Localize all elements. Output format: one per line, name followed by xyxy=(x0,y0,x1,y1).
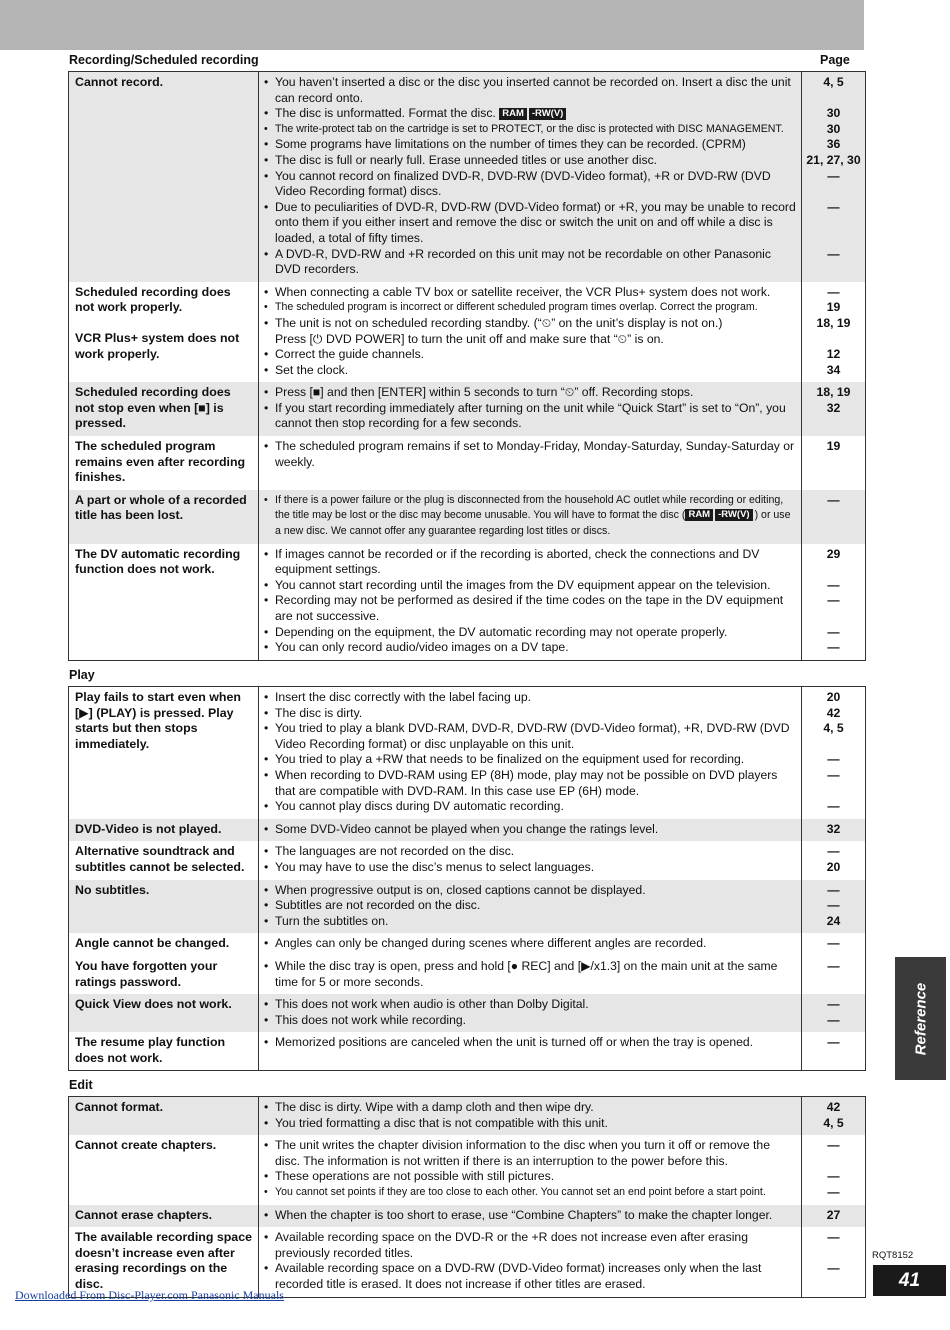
page-ref: 20 xyxy=(826,690,841,704)
symptom-text: You have forgotten your ratings password. xyxy=(75,958,218,989)
page-ref: — xyxy=(827,936,840,951)
page-ref: 12 xyxy=(826,347,841,362)
disc-type-tag: RAM xyxy=(685,509,713,521)
cause-item xyxy=(264,593,796,624)
page-ref-cell xyxy=(802,1097,866,1136)
table-row xyxy=(69,436,866,490)
page-ref-cell xyxy=(802,544,866,661)
symptom-text: Cannot record. xyxy=(75,75,164,89)
symptom-text: Cannot erase chapters. xyxy=(75,1207,213,1222)
page-ref-spacer xyxy=(804,184,863,200)
cause-text: Insert the disc correctly with the label facing up. xyxy=(275,690,532,704)
symptom-text: The available recording space doesn’t increase even after erasing recordings on the disc. xyxy=(75,1230,252,1291)
page-ref-spacer xyxy=(804,215,863,231)
page-ref: — xyxy=(827,640,840,655)
cause-text: You cannot play discs during DV automatic recording. xyxy=(275,799,564,814)
cause-text: The scheduled program is incorrect or different scheduled program times overlap. Correct the program. xyxy=(275,301,758,314)
page-ref: 4, 5 xyxy=(823,75,844,89)
cause-item xyxy=(264,1035,796,1051)
table-row xyxy=(69,1227,866,1297)
page-ref-cell xyxy=(802,382,866,436)
cause-text: The unit is not on scheduled recording standby. (“⏲” on the unit’s display is not on.) xyxy=(275,315,723,330)
symptom-cell xyxy=(69,1205,259,1228)
page-ref: — xyxy=(827,246,840,261)
symptom-text: VCR Plus+ system does not work properly. xyxy=(75,330,240,361)
symptom-cell xyxy=(69,1032,259,1071)
cause-text: Available recording space on the DVD-R or the +R does not increase even after erasing previously recorded titles. xyxy=(275,1230,748,1260)
page-ref: — xyxy=(827,1184,840,1199)
cause-item xyxy=(264,347,796,363)
page-ref: 36 xyxy=(826,137,841,152)
page-column-header: Page xyxy=(820,53,850,67)
disc-type-tag: -RW(V) xyxy=(529,108,566,120)
symptom-cell xyxy=(69,382,259,436)
cause-item: • If there is a power failure or the plug is disconnected from the household AC outlet while recording or editing, the title may be lost or the disc may become unusable. You will have to format the disc ( RAM -RW(V) ) or use a new disc. We cannot offer any guarantee regarding lost titles or discs. xyxy=(264,493,796,540)
page-ref: 30 xyxy=(826,106,841,121)
cause-item xyxy=(264,547,796,578)
cause-text: If images cannot be recorded or if the recording is aborted, check the connections and DV equipment settings. xyxy=(275,546,760,577)
cause-item xyxy=(264,997,796,1013)
cause-item xyxy=(264,883,796,899)
page-ref-spacer xyxy=(804,609,863,625)
cause-item xyxy=(264,1185,796,1201)
symptom-text: The scheduled program remains even after recording finishes. xyxy=(75,439,246,485)
page-ref-cell xyxy=(802,1135,866,1204)
cause-text: The scheduled program remains if set to Monday-Friday, Monday-Saturday, Sunday-Saturday or weekly. xyxy=(275,439,795,469)
page-ref-cell xyxy=(802,933,866,956)
symptom-cell xyxy=(69,880,259,934)
page-ref-spacer xyxy=(804,1246,863,1262)
page-ref: 32 xyxy=(826,821,841,836)
cause-text: The disc is unformatted. Format the disc. xyxy=(275,106,496,121)
page-ref: — xyxy=(827,1230,840,1245)
cause-item xyxy=(264,690,796,706)
cause-text: The disc is dirty. xyxy=(275,705,363,720)
table-row xyxy=(69,880,866,934)
cause-item xyxy=(264,1100,796,1116)
causes-cell xyxy=(259,994,802,1032)
page-ref: — xyxy=(827,492,840,507)
page-ref: 27 xyxy=(826,1207,841,1222)
cause-item xyxy=(264,439,796,470)
cause-text: You haven’t inserted a disc or the disc you inserted cannot be recorded on. Insert a disc the unit can record onto. xyxy=(275,75,791,105)
reference-tab-label: Reference xyxy=(912,982,929,1055)
recording-troubleshooting-table xyxy=(68,71,866,661)
symptom-text: The DV automatic recording function does not work. xyxy=(75,546,241,577)
cause-text: You cannot set points if they are too close to each other. You cannot set an end point before a start point. xyxy=(275,1185,766,1198)
cause-item xyxy=(264,898,796,914)
page-ref: 32 xyxy=(826,400,841,415)
page-ref: 4, 5 xyxy=(823,721,844,736)
page-ref: 29 xyxy=(826,546,841,561)
cause-item xyxy=(264,200,796,247)
table-row xyxy=(69,933,866,956)
causes-cell xyxy=(259,1097,802,1136)
cause-item xyxy=(264,1169,796,1185)
cause-item xyxy=(264,822,796,838)
cause-item xyxy=(264,137,796,153)
page-ref: — xyxy=(827,898,840,913)
page-ref: 42 xyxy=(826,705,841,720)
cause-text: Subtitles are not recorded on the disc. xyxy=(275,898,481,913)
cause-item xyxy=(264,706,796,722)
symptom-text: Scheduled recording does not stop even when [■] is pressed. xyxy=(75,385,231,431)
cause-item xyxy=(264,640,796,656)
page-ref-spacer xyxy=(804,737,863,753)
causes-cell xyxy=(259,819,802,842)
cause-item xyxy=(264,1013,796,1029)
cause-item xyxy=(264,752,796,768)
cause-item xyxy=(264,247,796,278)
symptom-cell xyxy=(69,819,259,842)
cause-continuation: Press [⏻ DVD POWER] to turn the unit off and make sure that “⏲” is on. xyxy=(275,331,664,346)
cause-text: You tried to play a +RW that needs to be finalized on the equipment used for recording. xyxy=(275,752,745,767)
cause-text: If you start recording immediately after turning on the unit while “Quick Start” is set to “On”, you cannot then stop recording for a few seconds. xyxy=(275,400,786,431)
symptom-cell xyxy=(69,933,259,956)
footer-download-link[interactable]: Downloaded From Disc-Player.com Panasonic Manuals xyxy=(15,1288,284,1302)
table-row xyxy=(69,819,866,842)
cause-item xyxy=(264,799,796,815)
table-row xyxy=(69,1205,866,1228)
cause-text: You may have to use the disc’s menus to select languages. xyxy=(275,859,595,874)
cause-item xyxy=(264,169,796,200)
symptom-text: DVD-Video is not played. xyxy=(75,821,222,836)
cause-text: Some DVD-Video cannot be played when you change the ratings level. xyxy=(275,821,659,836)
causes-cell xyxy=(259,1227,802,1297)
page-ref: — xyxy=(827,1035,840,1050)
symptom-cell xyxy=(69,436,259,490)
symptom-text: Quick View does not work. xyxy=(75,997,232,1012)
cause-item xyxy=(264,1208,796,1224)
page-number: 41 xyxy=(873,1265,946,1296)
symptom-cell xyxy=(69,1097,259,1136)
cause-item xyxy=(264,122,796,138)
page-ref: 19 xyxy=(826,300,841,315)
page-ref: 20 xyxy=(826,859,841,874)
cause-text: Set the clock. xyxy=(275,362,349,377)
table-row xyxy=(69,490,866,544)
page-ref-spacer xyxy=(804,332,863,348)
page-ref: — xyxy=(827,1138,840,1153)
causes-cell xyxy=(259,841,802,879)
cause-item xyxy=(264,578,796,594)
header-bar xyxy=(0,0,864,50)
cause-text: If there is a power failure or the plug is disconnected from the household AC outlet while recording or editing, the title may be lost or the disc may become unusable. You will have to format the disc xyxy=(275,493,784,522)
cause-item xyxy=(264,106,796,122)
page-ref-cell xyxy=(802,72,866,282)
page-ref: 21, 27, 30 xyxy=(806,152,861,167)
causes-cell xyxy=(259,1135,802,1204)
cause-item xyxy=(264,625,796,641)
page-ref: — xyxy=(827,958,840,973)
cause-text: The disc is dirty. Wipe with a damp cloth and then wipe dry. xyxy=(275,1100,594,1114)
page-ref: 34 xyxy=(826,362,841,377)
page-ref: — xyxy=(827,882,840,897)
cause-text: Some programs have limitations on the number of times they can be recorded. (CPRM) xyxy=(275,137,746,152)
causes-cell xyxy=(259,880,802,934)
page-ref-cell xyxy=(802,956,866,994)
cause-text: The disc is full or nearly full. Erase unneeded titles or use another disc. xyxy=(275,152,658,167)
table-row xyxy=(69,544,866,661)
causes-cell xyxy=(259,282,802,383)
page-ref: — xyxy=(827,844,840,859)
page-ref: — xyxy=(827,284,840,299)
symptom-cell xyxy=(69,1227,259,1297)
cause-text: When recording to DVD-RAM using EP (8H) mode, play may not be possible on DVD players that are compatible with DVD-RAM. In this case use EP (6H) mode. xyxy=(275,767,778,798)
table-row xyxy=(69,1097,866,1136)
cause-text: Press [■] and then [ENTER] within 5 seconds to turn “⏲” off. Recording stops. xyxy=(275,385,694,400)
symptom-cell xyxy=(69,956,259,994)
page-ref-cell xyxy=(802,1227,866,1297)
symptom-cell xyxy=(69,490,259,544)
cause-text: Depending on the equipment, the DV automatic recording may not operate properly. xyxy=(275,624,728,639)
page-ref: — xyxy=(827,624,840,639)
table-row xyxy=(69,1032,866,1071)
cause-text: The languages are not recorded on the disc. xyxy=(275,844,515,859)
table-row xyxy=(69,282,866,383)
page-ref: 24 xyxy=(826,913,841,928)
cause-text: ) or use a new disc. We cannot offer any guarantee regarding lost titles or discs. xyxy=(275,509,791,538)
cause-item xyxy=(264,860,796,876)
page-ref: 4, 5 xyxy=(823,1115,844,1130)
causes-cell xyxy=(259,687,802,819)
page-ref-cell xyxy=(802,994,866,1032)
page-ref-cell xyxy=(802,880,866,934)
cause-item xyxy=(264,1138,796,1169)
cause-item xyxy=(264,300,796,316)
causes-cell xyxy=(259,1032,802,1071)
section-title-edit: Edit xyxy=(69,1078,93,1092)
table-row xyxy=(69,994,866,1032)
symptom-cell xyxy=(69,282,259,383)
symptom-cell xyxy=(69,1135,259,1204)
symptom-cell xyxy=(69,841,259,879)
cause-item xyxy=(264,768,796,799)
table-row xyxy=(69,687,866,819)
symptom-cell xyxy=(69,72,259,282)
cause-item xyxy=(264,914,796,930)
causes-cell xyxy=(259,436,802,490)
cause-text: The unit writes the chapter division information to the disc when you turn it off or remove the disc. The information is not written if there is an interruption to the power before this. xyxy=(275,1138,770,1168)
cause-text: You can only record audio/video images on a DV tape. xyxy=(275,640,569,655)
page-ref-cell xyxy=(802,1032,866,1071)
cause-text: Available recording space on a DVD-RW (DVD-Video format) increases only when the last recorded title is erased. It does not increase if other titles are erased. xyxy=(275,1261,762,1291)
cause-text: A DVD-R, DVD-RW and +R recorded on this unit may not be recordable on other Panasonic DVD recorders. xyxy=(275,246,771,277)
disc-type-tag: -RW(V) xyxy=(715,509,752,521)
page-ref: 19 xyxy=(826,439,841,454)
cause-item xyxy=(264,385,796,401)
cause-text: This does not work when audio is other than Dolby Digital. xyxy=(275,997,589,1012)
symptom-text: The resume play function does not work. xyxy=(75,1035,226,1065)
page-ref: — xyxy=(827,1169,840,1184)
symptom-text: Scheduled recording does not work properly. xyxy=(75,284,231,315)
causes-cell xyxy=(259,544,802,661)
cause-text: This does not work while recording. xyxy=(275,1012,467,1027)
symptom-text: Cannot format. xyxy=(75,1100,164,1114)
page-ref: — xyxy=(827,593,840,608)
table-row xyxy=(69,841,866,879)
page-ref: 18, 19 xyxy=(816,315,851,330)
page-ref-spacer xyxy=(804,562,863,578)
cause-item xyxy=(264,936,796,952)
symptom-text: Alternative soundtrack and subtitles cannot be selected. xyxy=(75,844,245,874)
cause-text: While the disc tray is open, press and hold [● REC] and [▶/x1.3] on the main unit at the same time for 5 or more seconds. xyxy=(275,958,778,989)
page-ref-cell xyxy=(802,490,866,544)
cause-item xyxy=(264,1230,796,1261)
symptom-cell xyxy=(69,994,259,1032)
cause-text: These operations are not possible with still pictures. xyxy=(275,1169,555,1184)
page-ref: 18, 19 xyxy=(816,385,851,400)
cause-item xyxy=(264,153,796,169)
cause-text: You tried to play a blank DVD-RAM, DVD-R, DVD-RW (DVD-Video format), +R, DVD-RW (DVD Video Recording format) or disc unplayable on this unit. xyxy=(275,721,790,751)
cause-item xyxy=(264,844,796,860)
symptom-text: Play fails to start even when [▶] (PLAY) is pressed. Play starts but then stops immediately. xyxy=(75,690,241,751)
cause-item xyxy=(264,1116,796,1132)
cause-item xyxy=(264,959,796,990)
cause-item xyxy=(264,363,796,379)
cause-text: Turn the subtitles on. xyxy=(275,913,389,928)
cause-item xyxy=(264,721,796,752)
page-ref: — xyxy=(827,168,840,183)
page-ref-cell xyxy=(802,282,866,383)
page-ref: — xyxy=(827,1261,840,1276)
play-troubleshooting-table xyxy=(68,686,866,1071)
cause-item xyxy=(264,401,796,432)
causes-cell xyxy=(259,1205,802,1228)
cause-text: Memorized positions are canceled when the unit is turned off or when the tray is opened. xyxy=(275,1035,754,1050)
page-ref: — xyxy=(827,767,840,782)
page-ref-cell xyxy=(802,841,866,879)
cause-text: When connecting a cable TV box or satellite receiver, the VCR Plus+ system does not work. xyxy=(275,284,771,299)
cause-text: You cannot start recording until the images from the DV equipment appear on the television. xyxy=(275,577,771,592)
page-ref-cell xyxy=(802,819,866,842)
edit-troubleshooting-table xyxy=(68,1096,866,1298)
cause-text: You cannot record on finalized DVD-R, DVD-RW (DVD-Video format), +R or DVD-RW (DVD Video Recording format) discs. xyxy=(275,168,771,199)
causes-cell xyxy=(259,490,802,544)
cause-text: When the chapter is too short to erase, use “Combine Chapters” to make the chapter longer. xyxy=(275,1207,773,1222)
page-ref-spacer xyxy=(804,1154,863,1170)
page-ref-cell xyxy=(802,436,866,490)
table-row xyxy=(69,1135,866,1204)
page-ref: — xyxy=(827,997,840,1012)
section-title-play: Play xyxy=(69,668,95,682)
symptom-cell xyxy=(69,687,259,819)
causes-cell xyxy=(259,933,802,956)
cause-text: You tried formatting a disc that is not compatible with this unit. xyxy=(275,1115,608,1130)
disc-type-tag: RAM xyxy=(499,108,527,120)
page-ref-spacer xyxy=(804,784,863,800)
document-code: RQT8152 xyxy=(872,1250,914,1261)
causes-cell xyxy=(259,382,802,436)
page-ref-spacer xyxy=(804,231,863,247)
table-row xyxy=(69,382,866,436)
page-ref: — xyxy=(827,199,840,214)
page-ref: — xyxy=(827,1012,840,1027)
table-row xyxy=(69,72,866,282)
causes-cell xyxy=(259,956,802,994)
cause-text: Recording may not be performed as desired if the time codes on the tape in the DV equipment are not successive. xyxy=(275,593,784,623)
cause-item xyxy=(264,75,796,106)
reference-side-tab xyxy=(895,957,946,1080)
symptom-text: Cannot create chapters. xyxy=(75,1138,217,1153)
cause-text: Correct the guide channels. xyxy=(275,347,425,362)
page-ref: 30 xyxy=(826,121,841,136)
cause-text: Due to peculiarities of DVD-R, DVD-RW (DVD-Video format) or +R, you may be unable to record onto them if you either insert and remove the disc or switch the unit on and off while a disc is loaded, a total of fifty times. xyxy=(275,199,796,245)
cause-text: The write-protect tab on the cartridge is set to PROTECT, or the disc is protected with DISC MANAGEMENT. xyxy=(275,122,784,135)
cause-item xyxy=(264,316,796,347)
symptom-text: No subtitles. xyxy=(75,882,150,897)
cause-item xyxy=(264,285,796,301)
page-ref: — xyxy=(827,577,840,592)
table-row xyxy=(69,956,866,994)
section-title-recording: Recording/Scheduled recording xyxy=(69,53,259,67)
symptom-text: Angle cannot be changed. xyxy=(75,936,230,951)
cause-item xyxy=(264,1261,796,1292)
symptom-cell xyxy=(69,544,259,661)
symptom-text: A part or whole of a recorded title has been lost. xyxy=(75,492,247,523)
page-ref: 42 xyxy=(826,1100,841,1114)
page-ref: — xyxy=(827,799,840,814)
cause-text: When progressive output is on, closed captions cannot be displayed. xyxy=(275,882,646,897)
page-ref: — xyxy=(827,752,840,767)
cause-text: Angles can only be changed during scenes where different angles are recorded. xyxy=(275,936,707,951)
causes-cell xyxy=(259,72,802,282)
page-ref-cell xyxy=(802,1205,866,1228)
page-ref-spacer xyxy=(804,91,863,107)
page-ref-cell xyxy=(802,687,866,819)
